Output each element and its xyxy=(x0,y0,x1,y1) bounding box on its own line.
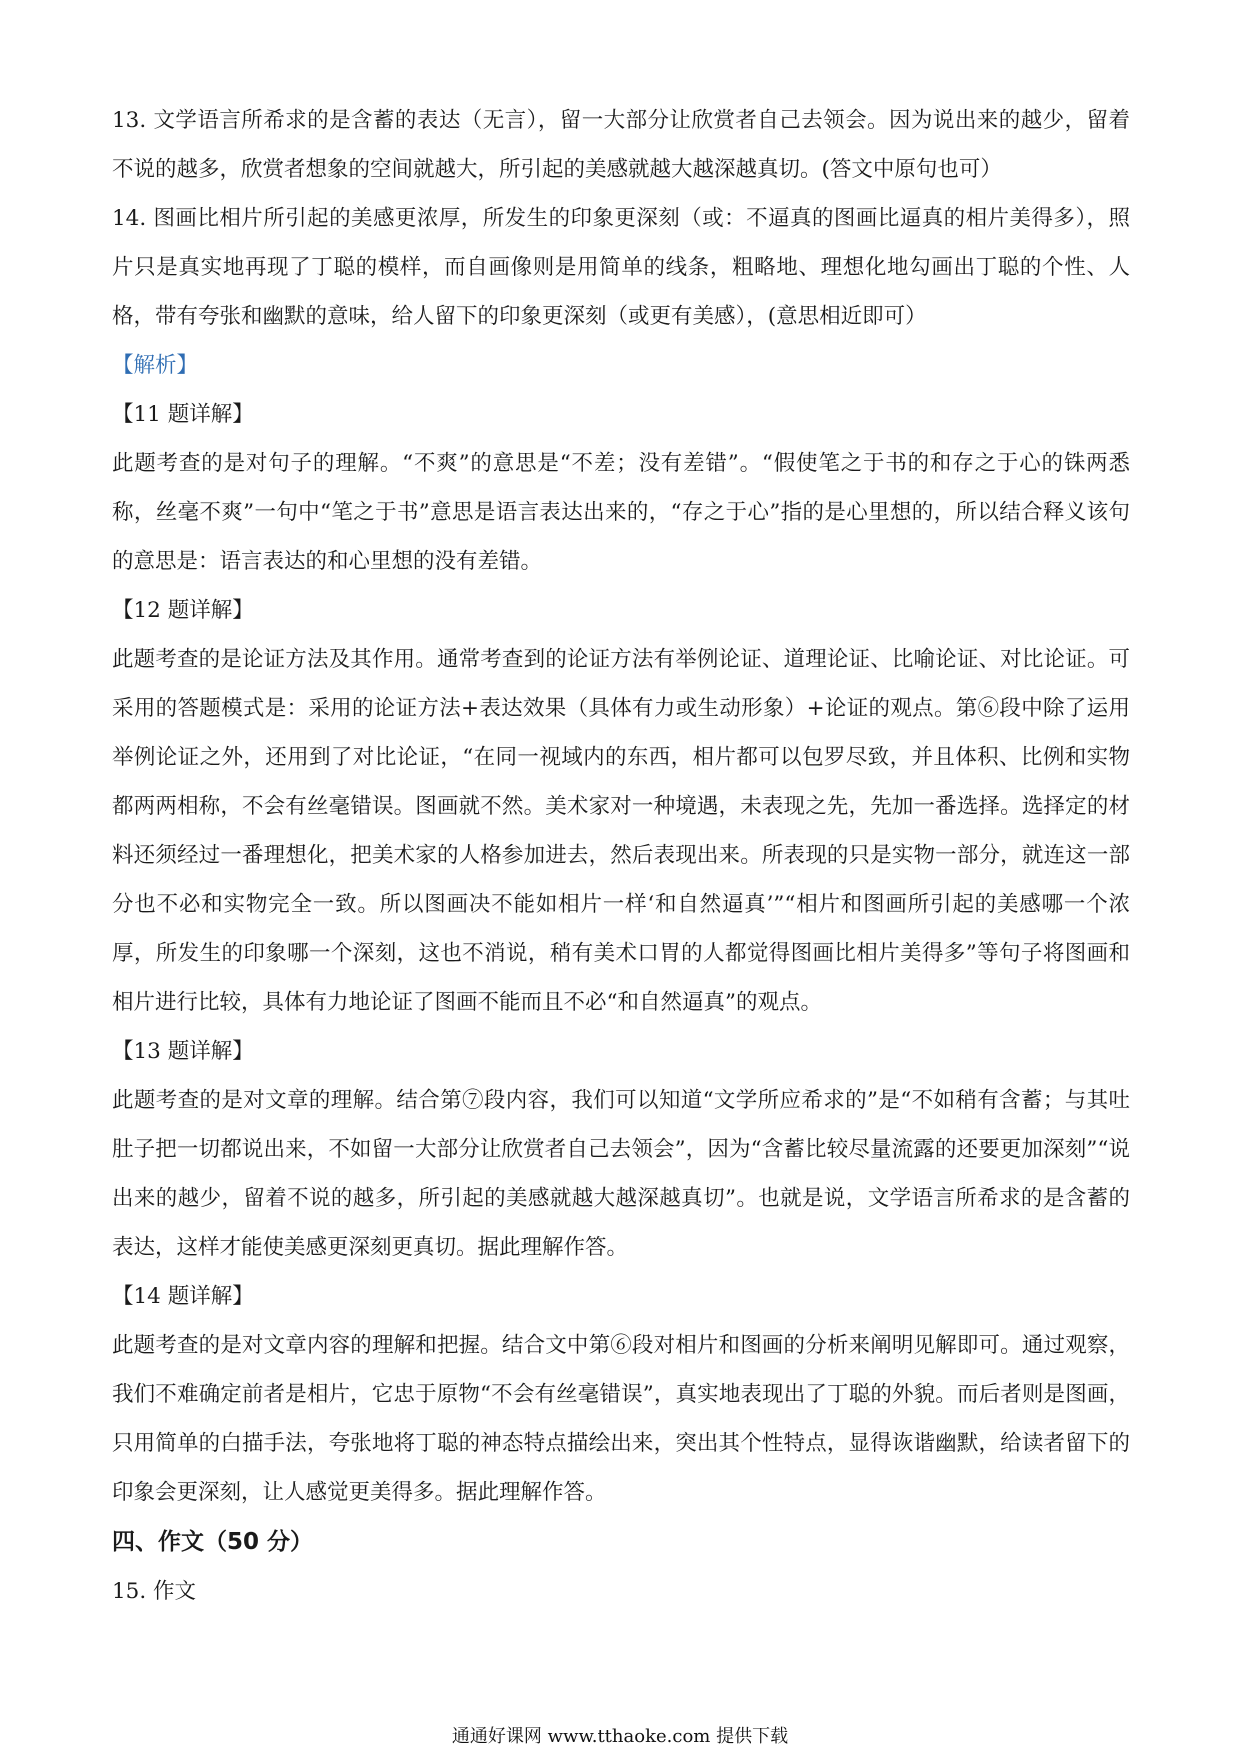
detail-14-heading: 【14 题详解】 xyxy=(112,1284,254,1309)
detail-13-text: 此题考查的是对文章的理解。结合第⑦段内容，我们可以知道“文学所应希求的”是“不如稍有含蓄；与其吐肚子把一切都说出来，不如留一大部分让欣赏者自己去领会”，因为“含蓄比较尽量流露的还要更加深刻”“说出来的越少，留着不说的越多，所引起的美感就越大越深越真切”。也就是说，文学语言所希求的是含蓄的表达，这样才能使美感更深刻更真切。据此理解作答。 xyxy=(112,1088,1130,1260)
section-title: 四、作文（50 分） xyxy=(112,1529,314,1555)
detail-11-text: 此题考查的是对句子的理解。“不爽”的意思是“不差；没有差错”。“假使笔之于书的和存之于心的铢两悉称，丝毫不爽”一句中“笔之于书”意思是语言表达出来的，“存之于心”指的是心里想的，所以结合释义该句的意思是：语言表达的和心里想的没有差错。 xyxy=(112,451,1130,574)
detail-12-text: 此题考查的是论证方法及其作用。通常考查到的论证方法有举例论证、道理论证、比喻论证、对比论证。可采用的答题模式是：采用的论证方法+表达效果（具体有力或生动形象）+论证的观点。第⑥段中除了运用举例论证之外，还用到了对比论证，“在同一视域内的东西，相片都可以包罗尽致，并且体积、比例和实物都两两相称，不会有丝毫错误。图画就不然。美术家对一种境遇，未表现之先，先加一番选择。选择定的材料还须经过一番理想化，把美术家的人格参加进去，然后表现出来。所表现的只是实物一部分，就连这一部分也不必和实物完全一致。所以图画决不能如相片一样‘和自然逼真’”“相片和图画所引起的美感哪一个浓厚，所发生的印象哪一个深刻，这也不消说，稍有美术口胃的人都觉得图画比相片美得多”等句子将图画和相片进行比较，具体有力地论证了图画不能而且不必“和自然逼真”的观点。 xyxy=(112,647,1130,1015)
answer-13: 13. 文学语言所希求的是含蓄的表达（无言），留一大部分让欣赏者自己去领会。因为说出来的越少，留着不说的越多，欣赏者想象的空间就越大，所引起的美感就越大越深越真切。(答文中原句也可） xyxy=(112,108,1130,182)
detail-13-heading: 【13 题详解】 xyxy=(112,1039,254,1064)
answer-14: 14. 图画比相片所引起的美感更浓厚，所发生的印象更深刻（或：不逼真的图画比逼真的相片美得多），照片只是真实地再现了丁聪的模样，而自画像则是用简单的线条，粗略地、理想化地勾画出丁聪的个性、人格，带有夸张和幽默的意味，给人留下的印象更深刻（或更有美感），(意思相近即可） xyxy=(112,206,1130,329)
detail-12-heading: 【12 题详解】 xyxy=(112,598,254,623)
detail-14-text: 此题考查的是对文章内容的理解和把握。结合文中第⑥段对相片和图画的分析来阐明见解即可。通过观察，我们不难确定前者是相片，它忠于原物“不会有丝毫错误”，真实地表现出了丁聪的外貌。而后者则是图画，只用简单的白描手法，夸张地将丁聪的神态特点描绘出来，突出其个性特点，显得诙谐幽默，给读者留下的印象会更深刻，让人感觉更美得多。据此理解作答。 xyxy=(112,1333,1130,1505)
analysis-heading: 【解析】 xyxy=(112,353,199,378)
detail-11-heading: 【11 题详解】 xyxy=(112,402,254,427)
document-page xyxy=(112,96,1130,1616)
question-15: 15. 作文 xyxy=(112,1579,197,1604)
footer-source: 通通好课网 www.tthaoke.com 提供下载 xyxy=(451,1726,789,1747)
